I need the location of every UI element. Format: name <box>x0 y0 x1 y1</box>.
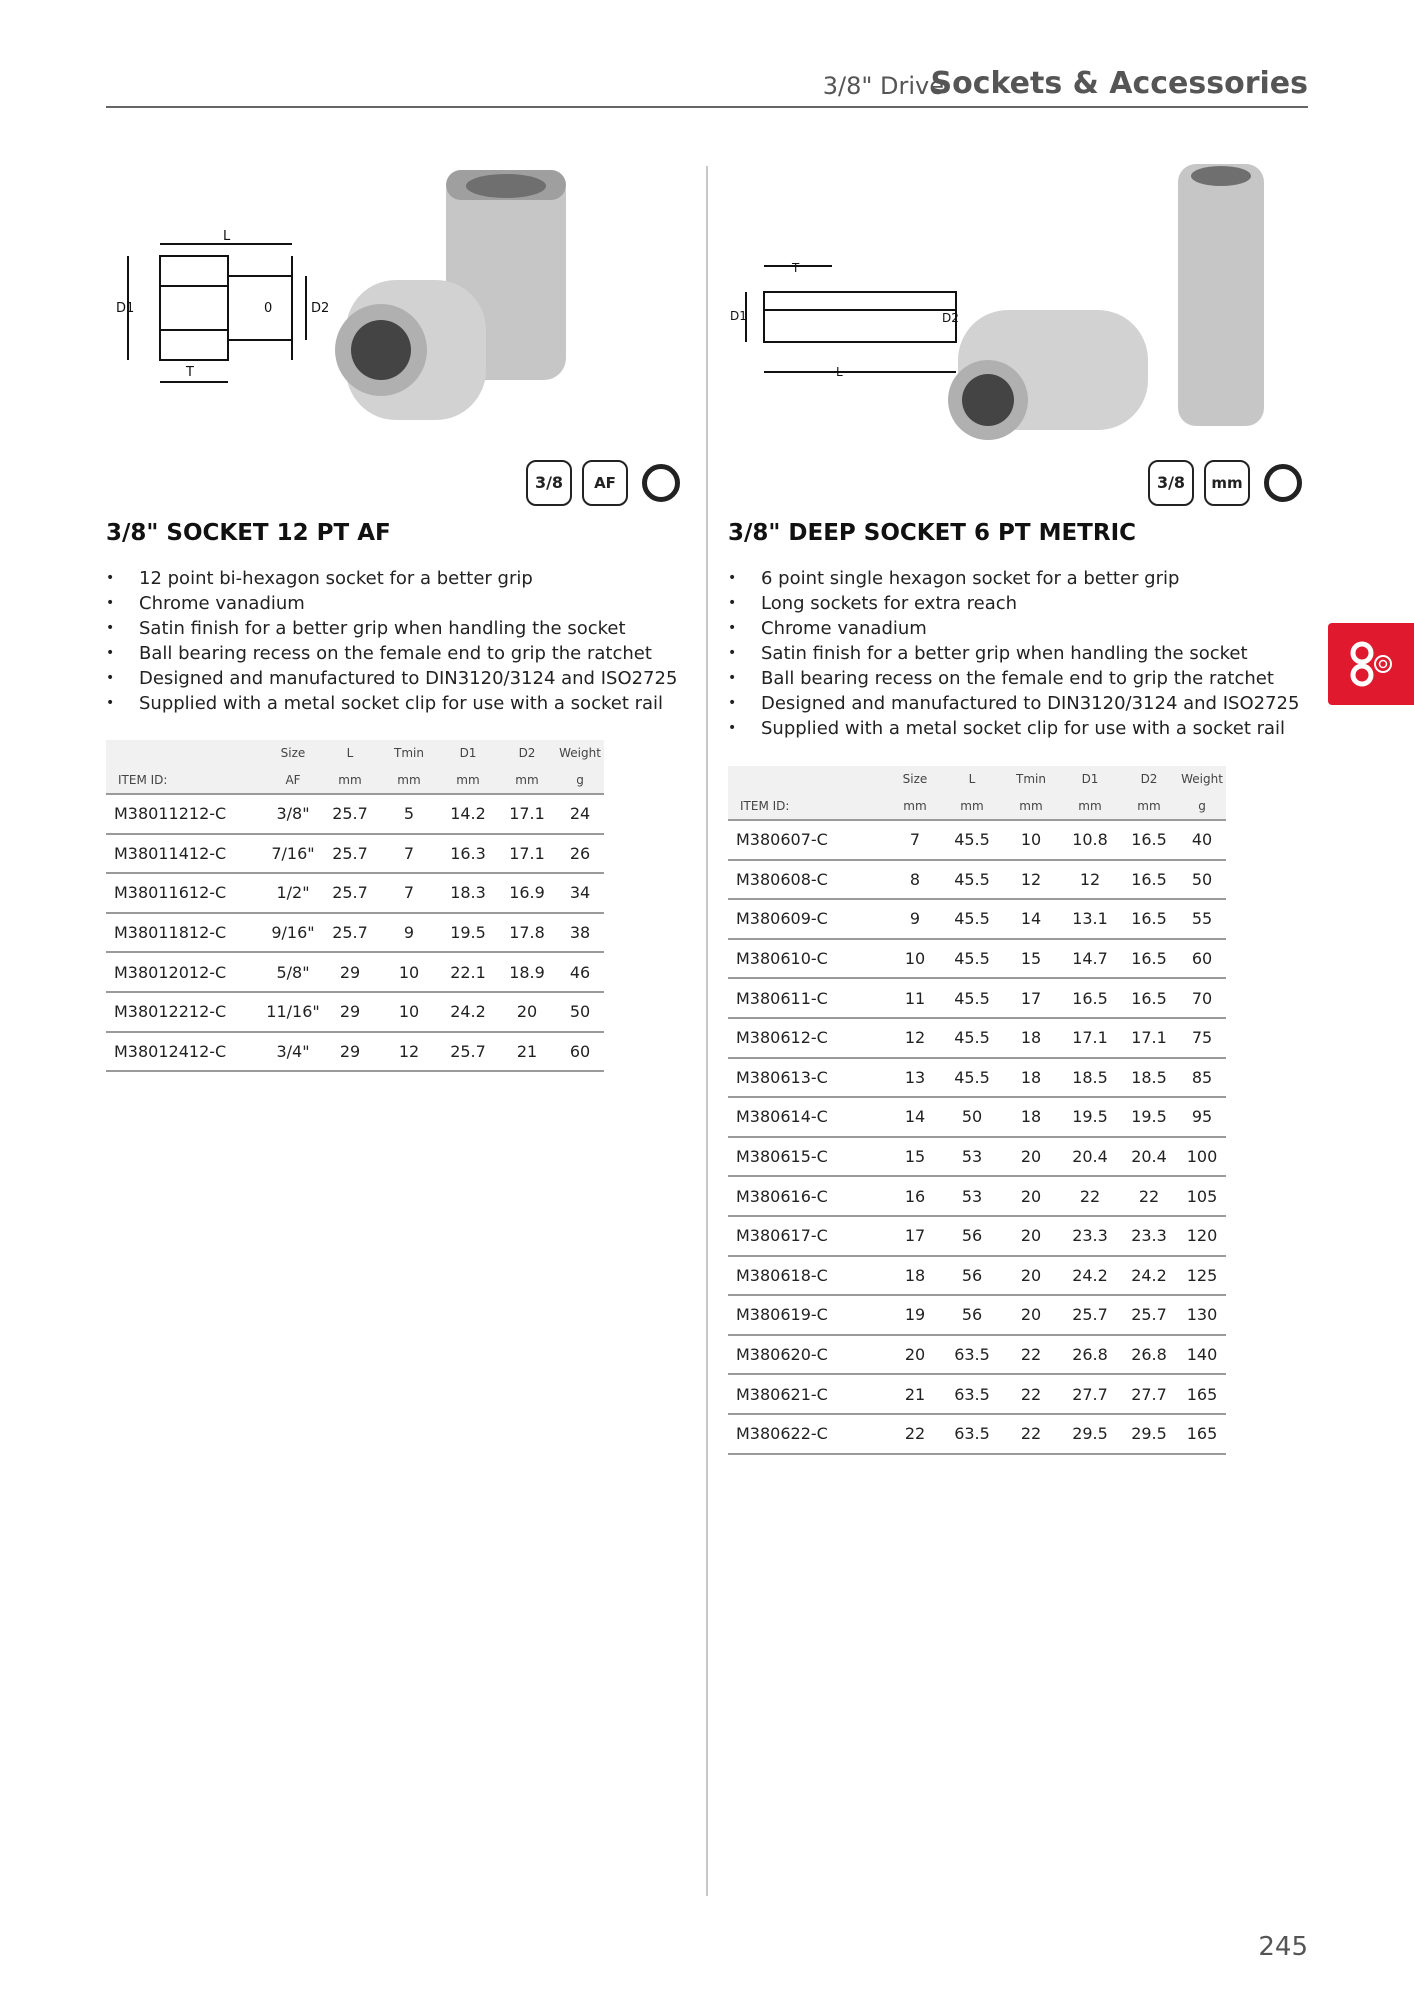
drive-badge-bottom: 8 <box>551 473 564 492</box>
socket-dimension-diagram <box>106 150 606 450</box>
feature-item: • Satin finish for a better grip when handling the socket <box>728 641 1299 666</box>
item-id-cell: M380620-C <box>728 1335 888 1375</box>
feature-item: • Designed and manufactured to DIN3120/3124 and ISO2725 <box>728 691 1299 716</box>
spec-cell: 50 <box>556 992 604 1032</box>
diagram-label-l: L <box>836 365 843 379</box>
spec-cell: 15 <box>888 1137 942 1177</box>
spec-cell: 1/2" <box>266 873 320 913</box>
spec-cell: 13 <box>888 1058 942 1098</box>
item-id-cell: M380616-C <box>728 1176 888 1216</box>
table-row <box>728 1216 1226 1256</box>
feature-list <box>106 566 677 716</box>
col-head: Size <box>902 772 928 786</box>
header-drive-label: 3/8" Drive <box>822 72 944 100</box>
spec-cell: 20 <box>1002 1216 1060 1256</box>
page-number: 245 <box>1258 1932 1308 1962</box>
spec-cell: 29 <box>320 992 380 1032</box>
table-row <box>728 1295 1226 1335</box>
spec-cell: 46 <box>556 952 604 992</box>
spec-cell: 56 <box>942 1256 1002 1296</box>
spec-cell: 12 <box>1002 860 1060 900</box>
spec-cell: 75 <box>1178 1018 1226 1058</box>
spec-cell: 45.5 <box>942 820 1002 860</box>
spec-cell: 16.5 <box>1120 820 1178 860</box>
spec-badges <box>1148 460 1302 506</box>
table-header <box>106 740 604 794</box>
feature-item: • Chrome vanadium <box>106 591 677 616</box>
col-head: mm <box>1078 798 1102 813</box>
spec-cell: 11 <box>888 978 942 1018</box>
spec-cell: 25.7 <box>320 794 380 834</box>
item-id-cell: M380619-C <box>728 1295 888 1335</box>
spec-cell: 19.5 <box>1060 1097 1120 1137</box>
spec-cell: 50 <box>1178 860 1226 900</box>
feature-item: • 12 point bi-hexagon socket for a better grip <box>106 566 677 591</box>
spec-cell: 22 <box>1002 1374 1060 1414</box>
feature-item: • 6 point single hexagon socket for a better grip <box>728 566 1299 591</box>
col-head: L <box>346 746 354 760</box>
feature-item: • Ball bearing recess on the female end to grip the ratchet <box>728 666 1299 691</box>
spec-cell: 24.2 <box>1060 1256 1120 1296</box>
header-section-title: Sockets & Accessories <box>930 66 1308 101</box>
spec-cell: 50 <box>942 1097 1002 1137</box>
col-head: g <box>1198 798 1206 813</box>
col-head: mm <box>515 772 539 787</box>
col-head <box>106 740 266 766</box>
spec-cell: 26.8 <box>1060 1335 1120 1375</box>
spec-cell: 56 <box>942 1295 1002 1335</box>
table-row <box>728 820 1226 860</box>
table-row <box>106 1032 604 1072</box>
spec-cell: 60 <box>556 1032 604 1072</box>
item-id-cell: M38012212-C <box>106 992 266 1032</box>
spec-cell: 18 <box>1002 1058 1060 1098</box>
spec-cell: 63.5 <box>942 1414 1002 1454</box>
spec-cell: 29 <box>320 1032 380 1072</box>
spec-cell: 16 <box>888 1176 942 1216</box>
table-row <box>106 873 604 913</box>
spec-cell: 22 <box>1002 1414 1060 1454</box>
diagram-label-d1: D1 <box>730 309 747 323</box>
table-row <box>106 794 604 834</box>
spec-cell: 13.1 <box>1060 899 1120 939</box>
spec-cell: 7 <box>380 873 438 913</box>
spec-cell: 26.8 <box>1120 1335 1178 1375</box>
product-title: 3/8" SOCKET 12 PT AF <box>106 520 391 546</box>
spec-cell: 27.7 <box>1060 1374 1120 1414</box>
diagram-label-d2: D2 <box>942 311 959 325</box>
col-head: mm <box>1019 798 1043 813</box>
spec-cell: 14 <box>888 1097 942 1137</box>
spec-cell: 120 <box>1178 1216 1226 1256</box>
spec-table-af <box>106 740 604 1072</box>
spec-cell: 20 <box>498 992 556 1032</box>
table-row <box>106 952 604 992</box>
spec-cell: 21 <box>498 1032 556 1072</box>
spec-cell: 20.4 <box>1120 1137 1178 1177</box>
spec-cell: 19.5 <box>438 913 498 953</box>
column-divider <box>706 166 708 1896</box>
spec-cell: 29.5 <box>1120 1414 1178 1454</box>
spec-cell: 20 <box>888 1335 942 1375</box>
spec-cell: 25.7 <box>320 913 380 953</box>
spec-cell: 53 <box>942 1137 1002 1177</box>
spec-cell: 16.5 <box>1060 978 1120 1018</box>
spec-cell: 16.3 <box>438 834 498 874</box>
col-head: Weight <box>559 746 601 760</box>
section-socket-12pt-af <box>106 150 678 714</box>
spec-cell: 3/4" <box>266 1032 320 1072</box>
spec-cell: 16.5 <box>1120 978 1178 1018</box>
item-id-cell: M38011212-C <box>106 794 266 834</box>
col-head: Tmin <box>1016 772 1046 786</box>
item-id-cell: M38011412-C <box>106 834 266 874</box>
col-head: D1 <box>459 746 477 760</box>
col-head: mm <box>960 798 984 813</box>
spec-cell: 14 <box>1002 899 1060 939</box>
category-tab[interactable] <box>1328 623 1414 705</box>
spec-cell: 105 <box>1178 1176 1226 1216</box>
product-figure <box>728 150 1308 450</box>
spec-cell: 17.8 <box>498 913 556 953</box>
item-id-cell: M380622-C <box>728 1414 888 1454</box>
item-id-cell: M38011812-C <box>106 913 266 953</box>
item-id-cell: M380612-C <box>728 1018 888 1058</box>
product-figure <box>106 150 606 450</box>
spec-cell: 45.5 <box>942 1058 1002 1098</box>
table-row <box>728 899 1226 939</box>
feature-item: • Satin finish for a better grip when handling the socket <box>106 616 677 641</box>
spec-cell: 53 <box>942 1176 1002 1216</box>
spec-cell: 24.2 <box>1120 1256 1178 1296</box>
spec-cell: 24 <box>556 794 604 834</box>
socket-category-icon <box>1328 623 1414 705</box>
spec-badges <box>526 460 680 506</box>
spec-cell: 20 <box>1002 1176 1060 1216</box>
spec-cell: 29.5 <box>1060 1414 1120 1454</box>
spec-cell: 17.1 <box>498 834 556 874</box>
col-head: ITEM ID: <box>118 772 168 787</box>
table-row <box>106 992 604 1032</box>
socket-photo <box>948 164 1264 440</box>
hexagon-point-icon <box>1264 464 1302 502</box>
spec-cell: 14.2 <box>438 794 498 834</box>
drive-size-badge: 3 / 8 <box>1148 460 1194 506</box>
feature-item: • Supplied with a metal socket clip for use with a socket rail <box>728 716 1299 741</box>
item-id-cell: M380617-C <box>728 1216 888 1256</box>
spec-cell: 10 <box>380 992 438 1032</box>
twelve-point-icon <box>642 464 680 502</box>
spec-cell: 22.1 <box>438 952 498 992</box>
spec-cell: 19 <box>888 1295 942 1335</box>
spec-cell: 12 <box>888 1018 942 1058</box>
drive-badge-bottom: 8 <box>1173 473 1186 492</box>
item-id-cell: M380613-C <box>728 1058 888 1098</box>
spec-cell: 70 <box>1178 978 1226 1018</box>
spec-cell: 95 <box>1178 1097 1226 1137</box>
table-row <box>728 978 1226 1018</box>
item-id-cell: M38012412-C <box>106 1032 266 1072</box>
spec-cell: 18.5 <box>1060 1058 1120 1098</box>
table-row <box>728 1335 1226 1375</box>
spec-cell: 3/8" <box>266 794 320 834</box>
spec-cell: 55 <box>1178 899 1226 939</box>
table-header <box>728 766 1226 820</box>
table-row <box>106 834 604 874</box>
item-id-cell: M380618-C <box>728 1256 888 1296</box>
diagram-label-t: T <box>186 365 194 380</box>
spec-cell: 25.7 <box>1120 1295 1178 1335</box>
spec-cell: 11/16" <box>266 992 320 1032</box>
spec-cell: 45.5 <box>942 860 1002 900</box>
spec-cell: 10 <box>1002 820 1060 860</box>
spec-cell: 18.5 <box>1120 1058 1178 1098</box>
spec-cell: 40 <box>1178 820 1226 860</box>
item-id-cell: M38011612-C <box>106 873 266 913</box>
socket-dimension-diagram <box>728 150 1308 450</box>
spec-cell: 60 <box>1178 939 1226 979</box>
col-head: D1 <box>1081 772 1099 786</box>
spec-cell: 21 <box>888 1374 942 1414</box>
col-head: mm <box>397 772 421 787</box>
spec-cell: 17.1 <box>1060 1018 1120 1058</box>
spec-cell: 45.5 <box>942 978 1002 1018</box>
socket-photo <box>335 170 566 420</box>
item-id-cell: M380609-C <box>728 899 888 939</box>
spec-cell: 14.7 <box>1060 939 1120 979</box>
spec-cell: 10.8 <box>1060 820 1120 860</box>
spec-cell: 19.5 <box>1120 1097 1178 1137</box>
spec-cell: 25.7 <box>320 834 380 874</box>
spec-cell: 25.7 <box>1060 1295 1120 1335</box>
spec-cell: 34 <box>556 873 604 913</box>
col-head: Weight <box>1181 772 1223 786</box>
item-id-cell: M380608-C <box>728 860 888 900</box>
spec-cell: 45.5 <box>942 939 1002 979</box>
table-row <box>106 913 604 953</box>
spec-cell: 165 <box>1178 1414 1226 1454</box>
diagram-label-t: T <box>792 261 800 275</box>
spec-cell: 24.2 <box>438 992 498 1032</box>
spec-cell: 8 <box>888 860 942 900</box>
col-head: AF <box>285 772 301 787</box>
item-id-cell: M380611-C <box>728 978 888 1018</box>
item-id-cell: M380607-C <box>728 820 888 860</box>
spec-cell: 27.7 <box>1120 1374 1178 1414</box>
drive-badge-top: 3 <box>1156 473 1169 492</box>
spec-cell: 17.1 <box>1120 1018 1178 1058</box>
table-row <box>728 1137 1226 1177</box>
col-head: mm <box>338 772 362 787</box>
spec-cell: 22 <box>888 1414 942 1454</box>
spec-cell: 22 <box>1060 1176 1120 1216</box>
spec-cell: 18 <box>1002 1018 1060 1058</box>
product-title: 3/8" DEEP SOCKET 6 PT METRIC <box>728 520 1137 546</box>
spec-cell: 25.7 <box>438 1032 498 1072</box>
spec-cell: 165 <box>1178 1374 1226 1414</box>
spec-cell: 18 <box>888 1256 942 1296</box>
spec-cell: 100 <box>1178 1137 1226 1177</box>
table-row <box>728 860 1226 900</box>
item-id-cell: M380610-C <box>728 939 888 979</box>
col-head: D2 <box>518 746 536 760</box>
table-row <box>728 1374 1226 1414</box>
page-header <box>106 64 1308 108</box>
spec-cell: 15 <box>1002 939 1060 979</box>
feature-list <box>728 566 1299 741</box>
feature-item: • Chrome vanadium <box>728 616 1299 641</box>
col-head: mm <box>1137 798 1161 813</box>
col-head: g <box>576 772 584 787</box>
diagram-label-d2: D2 <box>311 301 330 316</box>
spec-cell: 23.3 <box>1120 1216 1178 1256</box>
spec-cell: 20 <box>1002 1137 1060 1177</box>
col-head <box>728 766 888 792</box>
spec-cell: 16.5 <box>1120 899 1178 939</box>
unit-badge: mm <box>1204 460 1250 506</box>
item-id-cell: M380621-C <box>728 1374 888 1414</box>
spec-cell: 20.4 <box>1060 1137 1120 1177</box>
spec-cell: 45.5 <box>942 899 1002 939</box>
spec-cell: 7 <box>888 820 942 860</box>
table-row <box>728 939 1226 979</box>
spec-cell: 17 <box>1002 978 1060 1018</box>
spec-cell: 26 <box>556 834 604 874</box>
spec-cell: 63.5 <box>942 1374 1002 1414</box>
spec-cell: 85 <box>1178 1058 1226 1098</box>
spec-cell: 38 <box>556 913 604 953</box>
spec-cell: 12 <box>380 1032 438 1072</box>
spec-cell: 17.1 <box>498 794 556 834</box>
diagram-label-l: L <box>223 229 231 244</box>
spec-cell: 18 <box>1002 1097 1060 1137</box>
feature-item: • Ball bearing recess on the female end to grip the ratchet <box>106 641 677 666</box>
spec-cell: 10 <box>888 939 942 979</box>
col-head: mm <box>456 772 480 787</box>
spec-cell: 18.9 <box>498 952 556 992</box>
spec-cell: 63.5 <box>942 1335 1002 1375</box>
item-id-cell: M38012012-C <box>106 952 266 992</box>
spec-cell: 12 <box>1060 860 1120 900</box>
spec-cell: 9 <box>888 899 942 939</box>
item-id-cell: M380615-C <box>728 1137 888 1177</box>
unit-badge: AF <box>582 460 628 506</box>
spec-cell: 7 <box>380 834 438 874</box>
spec-cell: 16.5 <box>1120 939 1178 979</box>
spec-cell: 56 <box>942 1216 1002 1256</box>
spec-table-metric <box>728 766 1226 1455</box>
spec-cell: 9 <box>380 913 438 953</box>
spec-cell: 23.3 <box>1060 1216 1120 1256</box>
spec-cell: 5/8" <box>266 952 320 992</box>
spec-cell: 130 <box>1178 1295 1226 1335</box>
spec-cell: 16.5 <box>1120 860 1178 900</box>
spec-cell: 9/16" <box>266 913 320 953</box>
table-body <box>106 794 604 1071</box>
col-head: ITEM ID: <box>740 798 790 813</box>
spec-cell: 17 <box>888 1216 942 1256</box>
table-row <box>728 1097 1226 1137</box>
table-row <box>728 1414 1226 1454</box>
spec-cell: 22 <box>1120 1176 1178 1216</box>
spec-cell: 7/16" <box>266 834 320 874</box>
feature-item: • Long sockets for extra reach <box>728 591 1299 616</box>
item-id-cell: M380614-C <box>728 1097 888 1137</box>
spec-cell: 5 <box>380 794 438 834</box>
col-head: L <box>968 772 976 786</box>
section-deep-socket-6pt <box>728 150 1308 739</box>
spec-cell: 16.9 <box>498 873 556 913</box>
table-row <box>728 1176 1226 1216</box>
spec-cell: 10 <box>380 952 438 992</box>
spec-cell: 29 <box>320 952 380 992</box>
drive-size-badge: 3 / 8 <box>526 460 572 506</box>
table-row <box>728 1058 1226 1098</box>
spec-cell: 140 <box>1178 1335 1226 1375</box>
diagram-label-d1: D1 <box>116 301 135 316</box>
spec-cell: 20 <box>1002 1256 1060 1296</box>
spec-cell: 22 <box>1002 1335 1060 1375</box>
table-row <box>728 1256 1226 1296</box>
spec-cell: 125 <box>1178 1256 1226 1296</box>
table-row <box>728 1018 1226 1058</box>
col-head: Tmin <box>394 746 424 760</box>
table-body <box>728 820 1226 1454</box>
feature-item: • Supplied with a metal socket clip for use with a socket rail <box>106 691 677 716</box>
spec-cell: 25.7 <box>320 873 380 913</box>
col-head: Size <box>280 746 306 760</box>
feature-item: • Designed and manufactured to DIN3120/3124 and ISO2725 <box>106 666 677 691</box>
drive-badge-top: 3 <box>534 473 547 492</box>
spec-cell: 20 <box>1002 1295 1060 1335</box>
diagram-label-o: 0 <box>264 301 273 316</box>
spec-cell: 45.5 <box>942 1018 1002 1058</box>
col-head: D2 <box>1140 772 1158 786</box>
col-head: mm <box>903 798 927 813</box>
spec-cell: 18.3 <box>438 873 498 913</box>
